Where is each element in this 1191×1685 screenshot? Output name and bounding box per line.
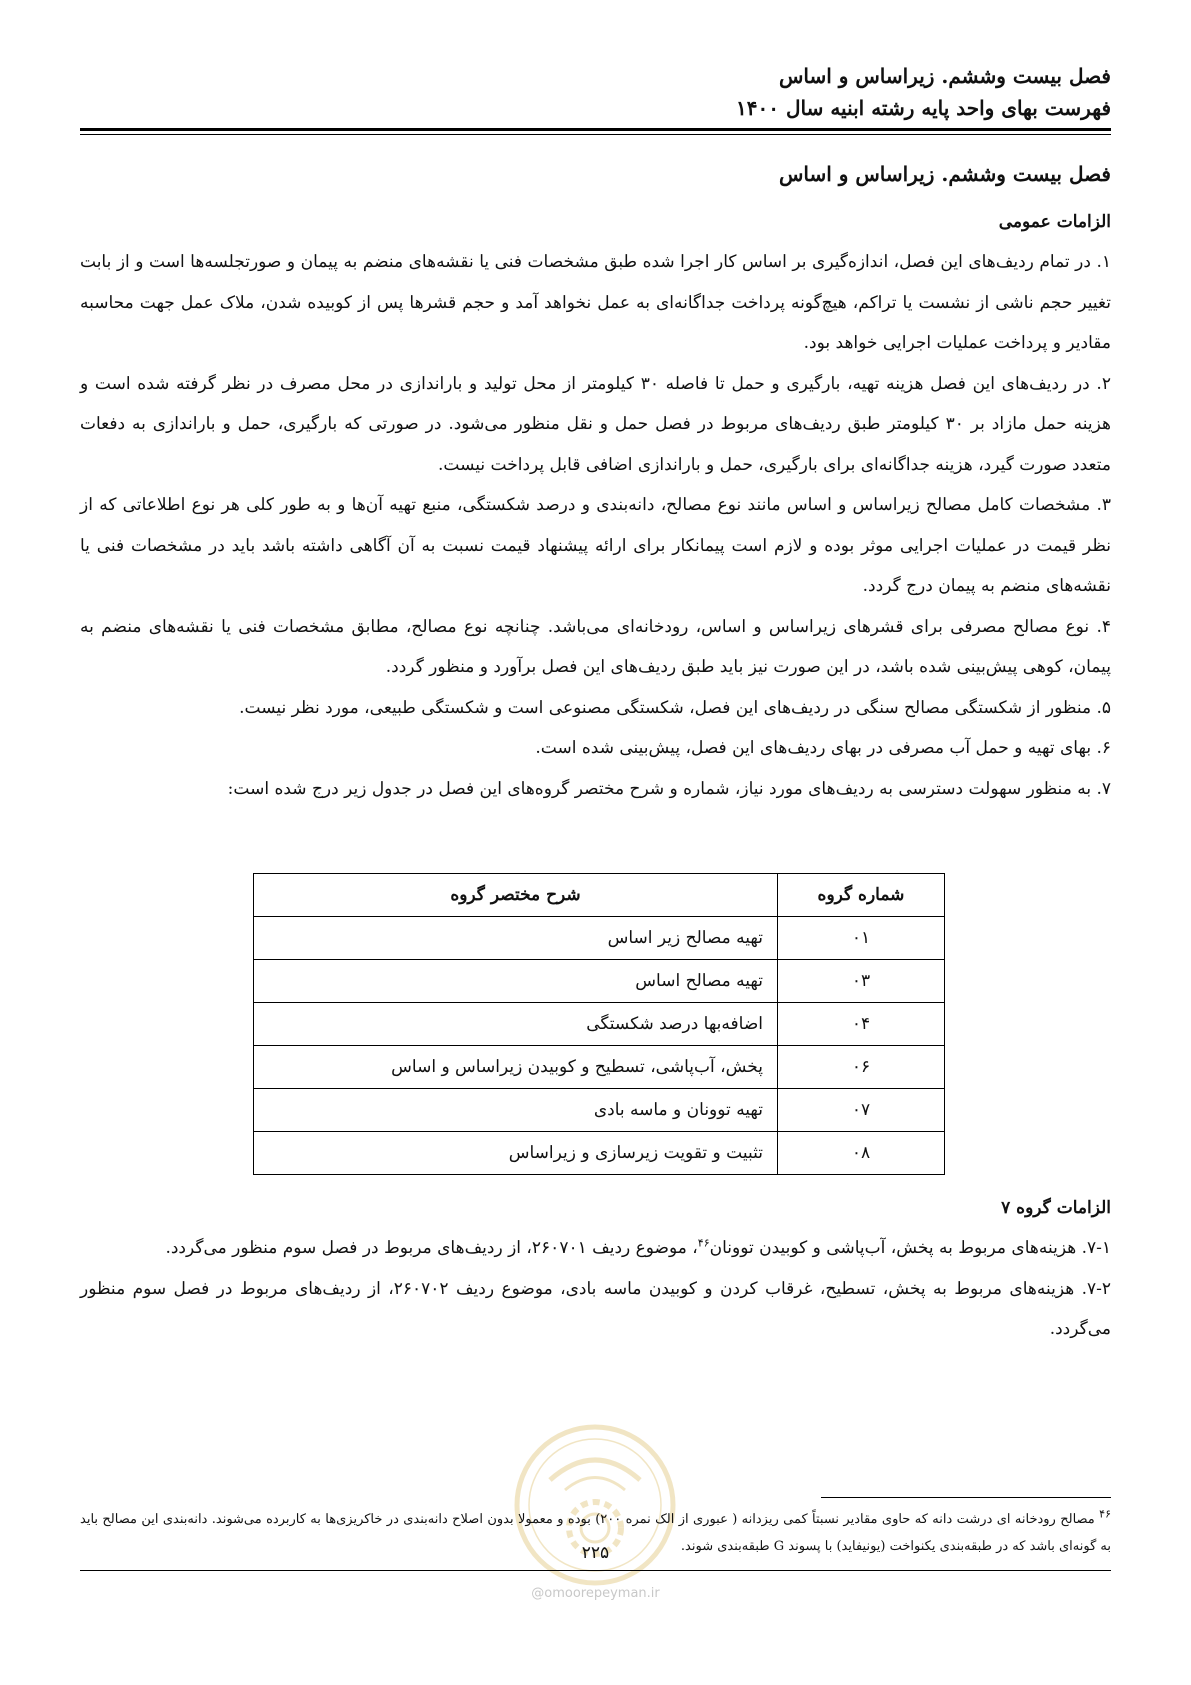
general-item-6: ۶. بهای تهیه و حمل آب مصرفی در بهای ردیف‌های این فصل، پیش‌بینی شده است. (535, 738, 1111, 758)
general-item-3: ۳. مشخصات کامل مصالح زیراساس و اساس مانند نوع مصالح، دانه‌بندی و درصد شکستگی، منبع تهیه آن‌ها و به طور کلی هر نوع اطلاعاتی که از نظر قیمت در عملیات اجرایی موثر بوده و لازم است پیمانکار برای ارائه پیشنهاد قیمت نسبت به آن آگاهی داشته باشد باید در مشخصات فنی یا نقشه‌های منضم به پیمان درج گردد. (80, 495, 1111, 596)
table-row (254, 917, 945, 960)
footnote-reference: ۴۶ (697, 1236, 710, 1250)
page-header (80, 60, 1111, 124)
group-description: تهیه مصالح زیر اساس (254, 917, 778, 960)
group-number: ۰۴ (778, 1003, 945, 1046)
header-group-description: شرح مختصر گروه (254, 874, 778, 917)
table-row (254, 1046, 945, 1089)
group7-heading: الزامات گروه ۷ (1001, 1198, 1111, 1218)
footer-rule (80, 1570, 1111, 1571)
chapter-title: فصل بیست وششم. زیراساس و اساس (778, 162, 1111, 186)
general-item-4: ۴. نوع مصالح مصرفی برای قشرهای زیراساس و اساس، رودخانه‌ای می‌باشد. چنانچه نوع مصالح، مطابق مشخصات فنی یا نقشه‌های منضم به پیمان، کوهی پیش‌بینی شده باشد، در این صورت نیز باید طبق ردیف‌های این فصل برآورد و منظور گردد. (80, 616, 1111, 677)
group7-item-1-text: ۷-۱. هزینه‌های مربوط به پخش، آب‌پاشی و کوبیدن توونان (709, 1238, 1111, 1258)
table-header-row (254, 874, 945, 917)
header-rule-thick (80, 128, 1111, 131)
header-group-number: شماره گروه (778, 874, 945, 917)
watermark-seal-icon (510, 1420, 680, 1590)
general-item-5: ۵. منظور از شکستگی مصالح سنگی در ردیف‌های این فصل، شکستگی مصنوعی است و شکستگی طبیعی، مورد نظر نیست. (239, 697, 1111, 718)
footnote-separator (821, 1497, 1111, 1498)
group-description: تثبیت و تقویت زیرسازی و زیراساس (254, 1132, 778, 1175)
general-item-1: ۱. در تمام ردیف‌های این فصل، اندازه‌گیری بر اساس کار اجرا شده طبق مشخصات فنی یا نقشه‌های منضم به پیمان و صورتجلسه‌ها است و از بابت تغییر حجم ناشی از نشست یا تراکم، هیچ‌گونه پرداخت جداگانه‌ای به عمل نخواهد آمد و حجم قشرها پس از کوبیده شدن، ملاک عمل جهت محاسبه مقادیر و پرداخت عملیات اجرایی خواهد بود. (80, 252, 1111, 353)
table-row (254, 960, 945, 1003)
group7-section (80, 1198, 1111, 1350)
table-row (254, 1132, 945, 1175)
general-requirements-heading: الزامات عمومی (998, 212, 1111, 232)
general-item-2: ۲. در ردیف‌های این فصل هزینه تهیه، بارگیری و حمل تا فاصله ۳۰ کیلومتر از محل تولید و باراندازی در محل مصرف در نظر گرفته شده است و هزینه حمل مازاد بر ۳۰ کیلومتر طبق ردیف‌های مربوط در فصل حمل و نقل منظور می‌شود. در صورتی که بارگیری، حمل و باراندازی به دفعات متعدد صورت گیرد، هزینه جداگانه‌ای برای بارگیری، حمل و باراندازی اضافی قابل پرداخت نیست. (80, 373, 1111, 475)
group-table-container (253, 873, 945, 1175)
group-number: ۰۳ (778, 960, 945, 1003)
footnote-marker: ۴۶ (1099, 1507, 1111, 1521)
group-description: پخش، آب‌پاشی، تسطیح و کوبیدن زیراساس و اساس (254, 1046, 778, 1089)
group-number: ۰۷ (778, 1089, 945, 1132)
group-description: اضافه‌بها درصد شکستگی (254, 1003, 778, 1046)
group-number: ۰۸ (778, 1132, 945, 1175)
header-book-title: فهرست بهای واحد پایه رشته ابنیه سال ۱۴۰۰ (736, 96, 1111, 120)
general-item-7: ۷. به منظور سهولت دسترسی به ردیف‌های مورد نیاز، شماره و شرح مختصر گروه‌های این فصل در جدول زیر درج شده است: (227, 778, 1111, 799)
table-row (254, 1003, 945, 1046)
group7-item-1 (80, 1228, 1111, 1269)
group-table (253, 873, 945, 1175)
header-rule-thin (80, 134, 1111, 135)
group7-item-2: ۷-۲. هزینه‌های مربوط به پخش، تسطیح، غرقاب کردن و کوبیدن ماسه بادی، موضوع ردیف ۲۶۰۷۰۲، از ردیف‌های مربوط در فصل سوم منظور می‌گردد. (80, 1278, 1111, 1339)
watermark-site-text: @omoorepeyman.ir (531, 1586, 660, 1601)
group-number: ۰۶ (778, 1046, 945, 1089)
group7-item-1-rest: ، موضوع ردیف ۲۶۰۷۰۱، از ردیف‌های مربوط در فصل سوم منظور می‌گردد. (165, 1238, 698, 1258)
footnote-text: مصالح رودخانه ای درشت دانه که حاوی مقادیر نسبتاً کمی ریزدانه ( عبوری از الک نمره ۲۰۰) بوده و معمولا بدون اصلاح دانه‌بندی در خاکریزی‌ها به کاربرده می‌شوند. دانه‌بندی این مصالح باید به گونه‌ای باشد که در طبقه‌بندی یکنواخت (یونیفاید) با پسوند G طبقه‌بندی شوند. (80, 1512, 1111, 1554)
table-row (254, 1089, 945, 1132)
group-description: تهیه مصالح اساس (254, 960, 778, 1003)
main-content (80, 162, 1111, 809)
group-description: تهیه توونان و ماسه بادی (254, 1089, 778, 1132)
page-number: ۲۲۵ (581, 1543, 610, 1563)
header-chapter: فصل بیست وششم. زیراساس و اساس (778, 64, 1111, 88)
group-number: ۰۱ (778, 917, 945, 960)
